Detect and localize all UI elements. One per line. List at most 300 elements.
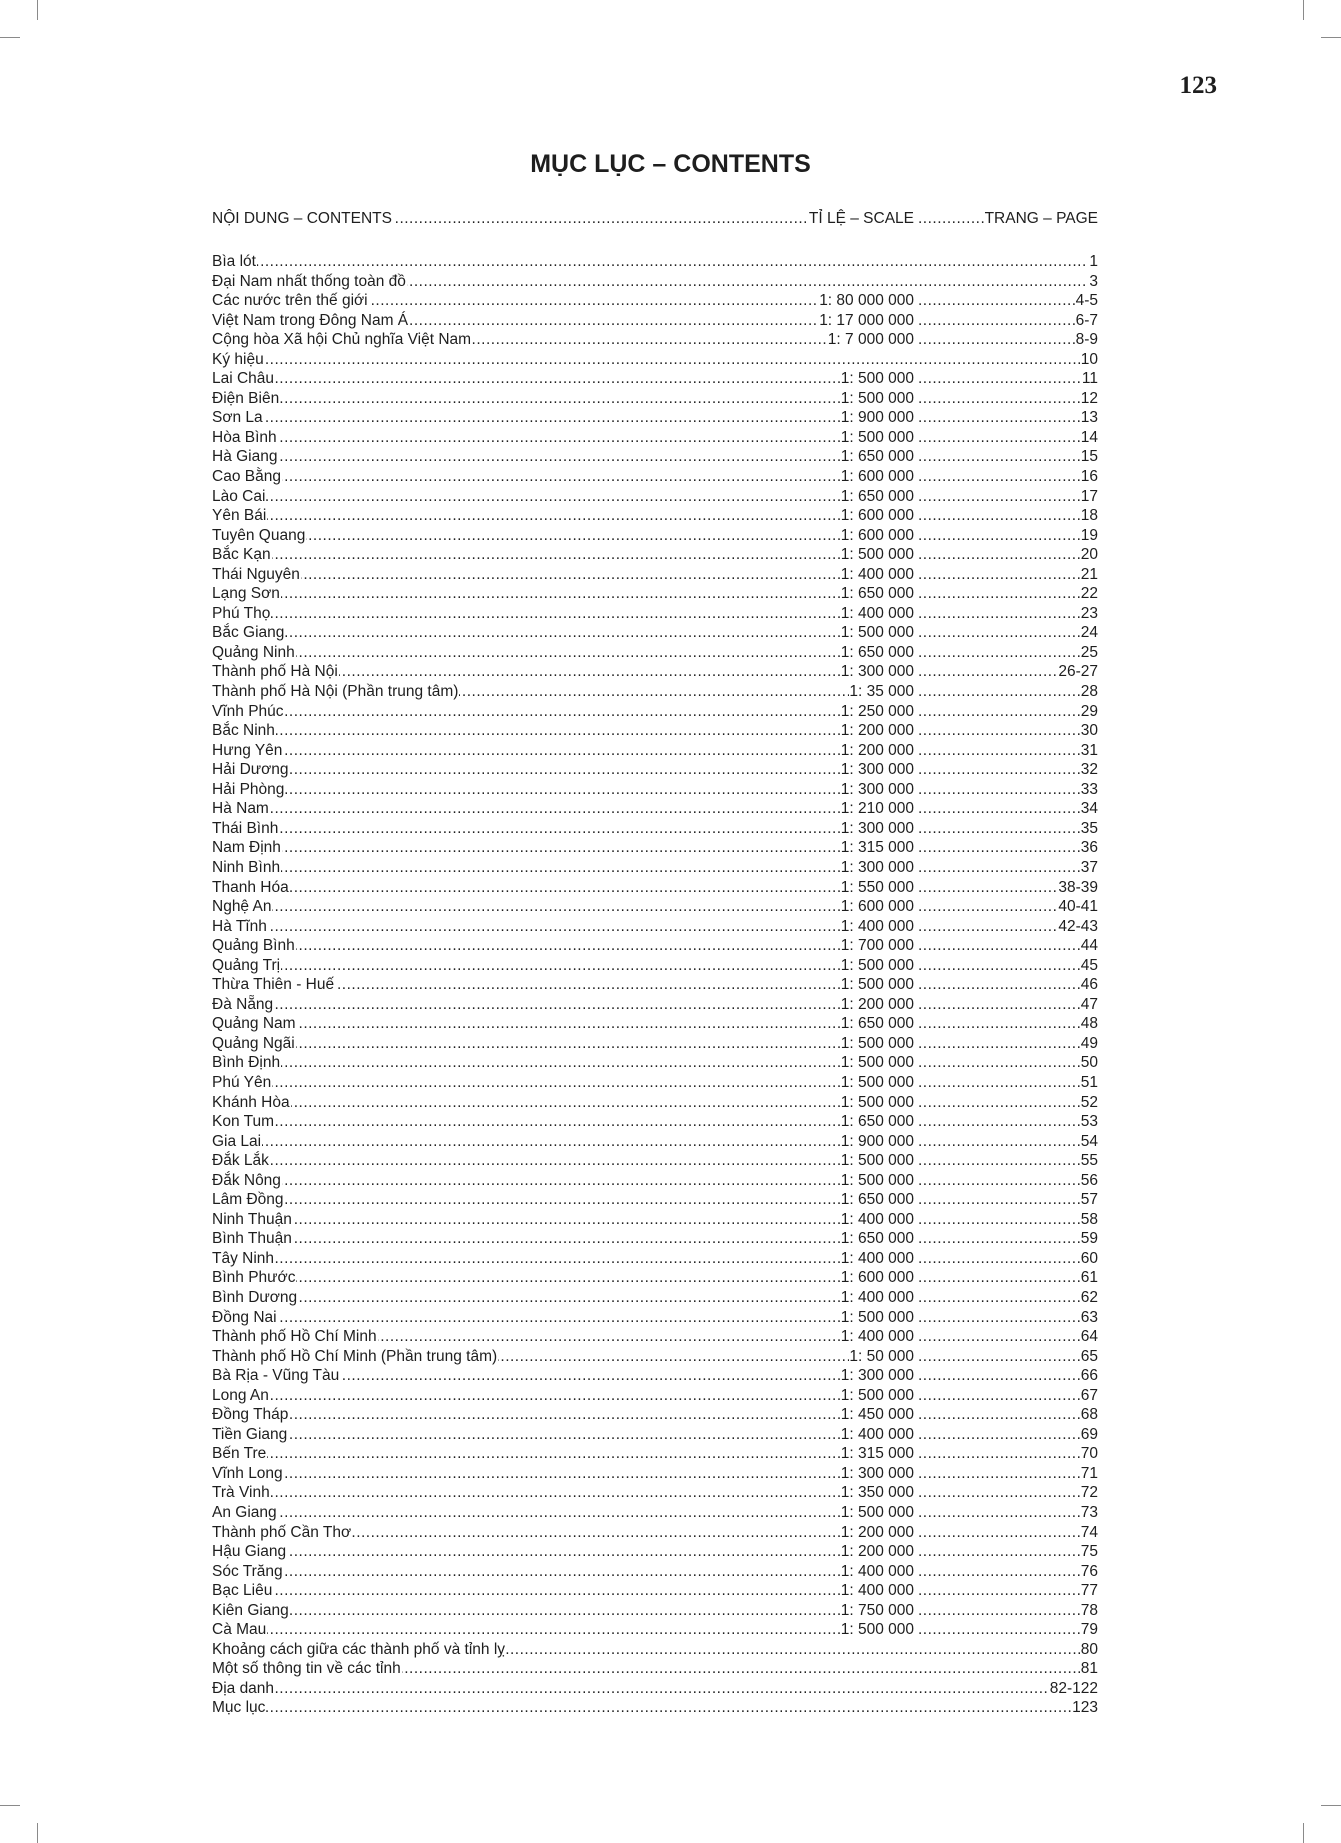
toc-entry-scale: 1: 315 000 [840, 1445, 914, 1463]
leader-dots [212, 1132, 914, 1152]
toc-entry-page: 79 [1080, 1621, 1098, 1639]
toc-entry[interactable] [212, 917, 1098, 937]
toc-entry-label: Lạng Sơn [212, 585, 280, 603]
toc-entry-page: 28 [1080, 683, 1098, 701]
toc-entry-scale: 1: 300 000 [840, 858, 914, 876]
toc-entry-label: Thành phố Hồ Chí Minh [212, 1328, 377, 1346]
leader-dots [918, 467, 1098, 487]
toc-entry-page: 22 [1080, 585, 1098, 603]
toc-entry[interactable] [212, 389, 1098, 409]
toc-entry-scale: 1: 500 000 [840, 370, 914, 388]
toc-entry-label: Bình Dương [212, 1288, 298, 1306]
toc-entry-label: Gia Lai [212, 1132, 262, 1150]
leader-dots [212, 1601, 914, 1621]
toc-entry[interactable] [212, 1425, 1098, 1445]
toc-entry[interactable] [212, 369, 1098, 389]
toc-entry-scale: 1: 650 000 [840, 1230, 914, 1248]
toc-entry-page: 36 [1080, 839, 1098, 857]
toc-entry-page: 66 [1080, 1367, 1098, 1385]
toc-entry-label: Long An [212, 1386, 269, 1404]
crop-mark [37, 1823, 38, 1843]
leader-dots [918, 1034, 1098, 1054]
toc-entry-scale: 1: 450 000 [840, 1406, 914, 1424]
toc-entry[interactable] [212, 1034, 1098, 1054]
leader-dots [212, 1464, 914, 1484]
toc-entry-page: 31 [1080, 741, 1098, 759]
header-page: TRANG – PAGE [984, 210, 1098, 227]
leader-dots [918, 545, 1098, 565]
leader-dots [918, 1601, 1098, 1621]
toc-entry-scale: 1: 7 000 000 [827, 331, 914, 349]
toc-entry[interactable] [212, 1562, 1098, 1582]
toc-entry-page: 37 [1080, 858, 1098, 876]
toc-entry-page: 10 [1080, 350, 1098, 368]
leader-dots [918, 584, 1098, 604]
toc-entry[interactable] [212, 995, 1098, 1015]
toc-entry-scale: 1: 500 000 [840, 1073, 914, 1091]
toc-entry-page: 1 [1089, 253, 1098, 270]
leader-dots [918, 1210, 1098, 1230]
leader-dots [212, 369, 914, 389]
crop-mark [1303, 1823, 1304, 1843]
toc-entry-scale: 1: 900 000 [840, 1132, 914, 1150]
toc-entry[interactable] [212, 1073, 1098, 1093]
toc-entry[interactable] [212, 545, 1098, 565]
toc-entry-scale: 1: 500 000 [840, 624, 914, 642]
leader-dots [212, 1151, 914, 1171]
leader-dots [918, 643, 1098, 663]
toc-entry[interactable] [212, 1581, 1098, 1601]
toc-entry-label: Bắc Ninh [212, 722, 275, 740]
toc-entry[interactable] [212, 408, 1098, 428]
toc-entry-page: 21 [1080, 565, 1098, 583]
toc-entry-page: 49 [1080, 1034, 1098, 1052]
toc-entry[interactable] [212, 1503, 1098, 1523]
leader-dots [918, 1581, 1098, 1601]
toc-entry-page: 59 [1080, 1230, 1098, 1248]
toc-entry-label: Phú Thọ [212, 604, 271, 622]
toc-entry-scale: 1: 350 000 [840, 1484, 914, 1502]
toc-entry-scale: 1: 200 000 [840, 741, 914, 759]
toc-entry[interactable] [212, 623, 1098, 643]
leader-dots [918, 1229, 1098, 1249]
leader-dots [212, 995, 914, 1015]
toc-entry[interactable] [212, 565, 1098, 585]
toc-entry[interactable] [212, 1249, 1098, 1269]
toc-entry[interactable] [212, 1640, 1098, 1660]
toc-entry[interactable] [212, 1601, 1098, 1621]
toc-entry-label: An Giang [212, 1504, 277, 1521]
toc-entry-scale: 1: 400 000 [840, 1582, 914, 1600]
toc-entry-label: Đà Nẵng [212, 995, 274, 1013]
toc-entry-label: Cà Mau [212, 1621, 267, 1639]
leader-dots [918, 1288, 1098, 1308]
leader-dots [918, 487, 1098, 507]
leader-dots [918, 1327, 1098, 1347]
leader-dots [918, 1483, 1098, 1503]
leader-dots [212, 936, 914, 956]
toc-entry-label: Đắk Nông [212, 1171, 281, 1189]
crop-mark [1321, 37, 1341, 38]
toc-entry-page: 24 [1080, 624, 1098, 642]
toc-entry-scale: 1: 650 000 [840, 448, 914, 466]
toc-entry-page: 29 [1080, 702, 1098, 720]
toc-entry[interactable] [212, 682, 1098, 702]
toc-entry-page: 47 [1080, 995, 1098, 1013]
toc-entry-page: 25 [1080, 643, 1098, 661]
toc-entry-page: 72 [1080, 1484, 1098, 1502]
toc-entry-label: Khoảng cách giữa các thành phố và tỉnh lỵ [212, 1640, 506, 1658]
toc-entry-page: 123 [1072, 1699, 1098, 1717]
header-scale: TỈ LỆ – SCALE [808, 210, 914, 227]
toc-entry-page: 12 [1080, 389, 1098, 407]
leader-dots [212, 1171, 914, 1191]
leader-dots [212, 1229, 914, 1249]
toc-entry[interactable] [212, 975, 1098, 995]
toc-entry-scale: 1: 500 000 [840, 976, 914, 994]
leader-dots [918, 1249, 1098, 1269]
crop-mark [0, 1805, 20, 1806]
leader-dots [212, 1073, 914, 1093]
toc-header [212, 210, 1098, 230]
leader-dots [918, 838, 1098, 858]
toc-entry-scale: 1: 500 000 [840, 1034, 914, 1052]
toc-entry[interactable] [212, 487, 1098, 507]
toc-entry-label: Tuyên Quang [212, 526, 306, 544]
toc-entry[interactable] [212, 1523, 1098, 1543]
toc-entry[interactable] [212, 799, 1098, 819]
toc-entry-scale: 1: 400 000 [840, 1562, 914, 1580]
leader-dots [212, 741, 914, 761]
leader-dots [212, 1698, 1098, 1718]
leader-dots [918, 682, 1098, 702]
leader-dots [918, 1503, 1098, 1523]
leader-dots [918, 1386, 1098, 1406]
toc-entry-label: Ninh Bình [212, 858, 281, 876]
toc-entry-page: 67 [1080, 1386, 1098, 1404]
toc-entry-label: Thành phố Cần Thơ [212, 1523, 352, 1541]
toc-entry-scale: 1: 500 000 [840, 1308, 914, 1326]
toc-entry-label: Nghệ An [212, 898, 272, 916]
toc-entry[interactable] [212, 1014, 1098, 1034]
leader-dots [212, 1483, 914, 1503]
toc-entry-scale: 1: 315 000 [840, 839, 914, 857]
toc-entry-label: Các nước trên thế giới [212, 292, 368, 310]
toc-entry[interactable] [212, 291, 1098, 311]
toc-entry-label: Bình Thuận [212, 1230, 292, 1248]
toc-entry[interactable] [212, 1268, 1098, 1288]
leader-dots [212, 838, 914, 858]
toc-entry-label: Bạc Liêu [212, 1582, 273, 1600]
leader-dots [918, 1444, 1098, 1464]
toc-entry[interactable] [212, 1659, 1098, 1679]
leader-dots [918, 526, 1098, 546]
toc-entry[interactable] [212, 1347, 1098, 1367]
toc-entry-label: Bắc Giang [212, 624, 285, 642]
toc-entry-page: 75 [1080, 1543, 1098, 1561]
toc-entry-label: Điện Biên [212, 389, 280, 407]
leader-dots [918, 780, 1098, 800]
leader-dots [212, 545, 914, 565]
crop-mark [0, 37, 20, 38]
toc-entry-page: 38-39 [1058, 878, 1098, 896]
toc-entry-scale: 1: 500 000 [840, 1054, 914, 1072]
leader-dots [212, 643, 914, 663]
toc-entry[interactable] [212, 1386, 1098, 1406]
toc-entry[interactable] [212, 1190, 1098, 1210]
crop-mark [1303, 0, 1304, 20]
toc-entry-page: 69 [1080, 1425, 1098, 1443]
toc-entry[interactable] [212, 956, 1098, 976]
toc-entry-scale: 1: 35 000 [849, 683, 914, 701]
leader-dots [212, 408, 914, 428]
toc-entry[interactable] [212, 1288, 1098, 1308]
toc-entry-page: 57 [1080, 1191, 1098, 1209]
leader-dots [212, 819, 914, 839]
toc-entry-label: Bình Định [212, 1054, 281, 1072]
leader-dots [918, 1190, 1098, 1210]
leader-dots [212, 1210, 914, 1230]
leader-dots [212, 526, 914, 546]
leader-dots [212, 1386, 914, 1406]
toc-entry-label: Ký hiệu [212, 350, 264, 368]
leader-dots [212, 1053, 914, 1073]
toc-entry-page: 73 [1080, 1504, 1098, 1521]
toc-entry-page: 62 [1080, 1288, 1098, 1306]
toc-entry[interactable] [212, 1444, 1098, 1464]
toc-entry[interactable] [212, 878, 1098, 898]
toc-list [212, 252, 1098, 1718]
toc-entry-label: Khánh Hòa [212, 1093, 290, 1111]
toc-entry-label: Đồng Tháp [212, 1406, 289, 1424]
toc-entry[interactable] [212, 1308, 1098, 1328]
toc-entry[interactable] [212, 252, 1098, 272]
leader-dots [918, 760, 1098, 780]
toc-entry-scale: 1: 500 000 [840, 1171, 914, 1189]
toc-entry-scale: 1: 200 000 [840, 722, 914, 740]
toc-entry-label: Ninh Thuận [212, 1210, 292, 1228]
toc-entry-scale: 1: 400 000 [840, 1210, 914, 1228]
leader-dots [918, 565, 1098, 585]
toc-entry-page: 58 [1080, 1210, 1098, 1228]
toc-entry-label: Mục lục [212, 1699, 266, 1717]
leader-dots [918, 721, 1098, 741]
toc-entry-label: Một số thông tin về các tỉnh [212, 1660, 401, 1678]
leader-dots [918, 291, 1098, 311]
leader-dots [918, 1073, 1098, 1093]
toc-entry[interactable] [212, 1698, 1098, 1718]
toc-entry-label: Tiền Giang [212, 1425, 288, 1443]
toc-entry-label: Đồng Nai [212, 1308, 277, 1326]
toc-entry-page: 35 [1080, 819, 1098, 837]
toc-entry[interactable] [212, 467, 1098, 487]
leader-dots [212, 1190, 914, 1210]
leader-dots [212, 1562, 914, 1582]
toc-entry-scale: 1: 300 000 [840, 1464, 914, 1482]
leader-dots [212, 565, 914, 585]
toc-entry-label: Yên Bái [212, 507, 267, 525]
page-number: 123 [1179, 72, 1217, 99]
toc-entry-label: Kiên Giang [212, 1601, 289, 1619]
toc-entry-page: 13 [1080, 409, 1098, 427]
toc-entry-label: Thành phố Hà Nội (Phần trung tâm) [212, 683, 459, 701]
leader-dots [212, 760, 914, 780]
toc-entry-scale: 1: 550 000 [840, 878, 914, 896]
leader-dots [212, 1308, 914, 1328]
toc-entry-page: 46 [1080, 976, 1098, 994]
toc-entry-page: 33 [1080, 780, 1098, 798]
toc-entry-scale: 1: 300 000 [840, 761, 914, 779]
toc-entry-scale: 1: 400 000 [840, 917, 914, 935]
toc-entry-scale: 1: 210 000 [840, 800, 914, 818]
toc-entry-page: 34 [1080, 800, 1098, 818]
toc-entry[interactable] [212, 1464, 1098, 1484]
leader-dots [918, 858, 1098, 878]
toc-entry[interactable] [212, 858, 1098, 878]
toc-entry[interactable] [212, 428, 1098, 448]
toc-entry-page: 55 [1080, 1152, 1098, 1170]
toc-entry-scale: 1: 900 000 [840, 409, 914, 427]
toc-entry-scale: 1: 600 000 [840, 526, 914, 544]
toc-entry-label: Hòa Bình [212, 428, 277, 446]
toc-entry[interactable] [212, 350, 1098, 370]
toc-entry[interactable] [212, 1483, 1098, 1503]
toc-entry-page: 14 [1080, 428, 1098, 446]
toc-entry[interactable] [212, 1210, 1098, 1230]
toc-entry-label: Quảng Ninh [212, 643, 295, 661]
toc-entry-label: Lào Cai [212, 487, 266, 505]
toc-entry-page: 52 [1080, 1093, 1098, 1111]
toc-entry[interactable] [212, 1405, 1098, 1425]
toc-entry-scale: 1: 400 000 [840, 1328, 914, 1346]
toc-entry-page: 30 [1080, 722, 1098, 740]
toc-entry-scale: 1: 500 000 [840, 428, 914, 446]
toc-entry-page: 64 [1080, 1328, 1098, 1346]
toc-entry[interactable] [212, 1053, 1098, 1073]
leader-dots [212, 878, 914, 898]
toc-entry-scale: 1: 400 000 [840, 1425, 914, 1443]
toc-entry[interactable] [212, 584, 1098, 604]
toc-entry-page: 70 [1080, 1445, 1098, 1463]
toc-entry[interactable] [212, 311, 1098, 331]
toc-entry[interactable] [212, 1151, 1098, 1171]
toc-entry-label: Hậu Giang [212, 1543, 287, 1561]
leader-dots [918, 1366, 1098, 1386]
toc-entry-scale: 1: 200 000 [840, 1543, 914, 1561]
leader-dots [918, 975, 1098, 995]
toc-entry[interactable] [212, 272, 1098, 292]
toc-entry[interactable] [212, 1112, 1098, 1132]
toc-entry-label: Tây Ninh [212, 1249, 275, 1267]
toc-entry-label: Hà Giang [212, 448, 278, 466]
leader-dots [212, 1425, 914, 1445]
toc-entry[interactable] [212, 1229, 1098, 1249]
toc-entry[interactable] [212, 330, 1098, 350]
toc-entry-scale: 1: 700 000 [840, 937, 914, 955]
toc-entry-page: 50 [1080, 1054, 1098, 1072]
toc-entry[interactable] [212, 721, 1098, 741]
toc-entry-label: Hà Nam [212, 800, 269, 818]
leader-dots [918, 428, 1098, 448]
toc-entry[interactable] [212, 526, 1098, 546]
toc-entry-page: 61 [1080, 1269, 1098, 1287]
toc-entry[interactable] [212, 897, 1098, 917]
toc-entry[interactable] [212, 506, 1098, 526]
toc-entry[interactable] [212, 1327, 1098, 1347]
toc-entry-page: 18 [1080, 507, 1098, 525]
toc-entry[interactable] [212, 780, 1098, 800]
toc-entry[interactable] [212, 1679, 1098, 1699]
toc-entry-page: 20 [1080, 546, 1098, 564]
toc-entry[interactable] [212, 662, 1098, 682]
toc-entry[interactable] [212, 1366, 1098, 1386]
crop-mark [37, 0, 38, 20]
leader-dots [212, 1112, 914, 1132]
toc-entry-page: 68 [1080, 1406, 1098, 1424]
toc-entry-page: 6-7 [1075, 311, 1098, 329]
toc-entry-scale: 1: 400 000 [840, 1249, 914, 1267]
toc-entry-page: 11 [1081, 370, 1098, 388]
toc-entry-page: 4-5 [1075, 292, 1098, 310]
toc-entry[interactable] [212, 447, 1098, 467]
toc-entry[interactable] [212, 1542, 1098, 1562]
toc-entry-scale: 1: 300 000 [840, 780, 914, 798]
toc-entry[interactable] [212, 1171, 1098, 1191]
toc-entry[interactable] [212, 1132, 1098, 1152]
toc-entry[interactable] [212, 819, 1098, 839]
leader-dots [918, 330, 1098, 350]
toc-entry[interactable] [212, 936, 1098, 956]
toc-entry-label: Cộng hòa Xã hội Chủ nghĩa Việt Nam [212, 331, 472, 349]
leader-dots [212, 1249, 914, 1269]
leader-dots [212, 1679, 1098, 1699]
toc-entry-scale: 1: 500 000 [840, 956, 914, 974]
toc-entry[interactable] [212, 604, 1098, 624]
toc-entry-label: Hải Phòng [212, 780, 285, 798]
leader-dots [918, 506, 1098, 526]
toc-entry-label: Vĩnh Phúc [212, 702, 284, 720]
toc-entry-scale: 1: 750 000 [840, 1601, 914, 1619]
toc-entry[interactable] [212, 702, 1098, 722]
toc-entry[interactable] [212, 760, 1098, 780]
toc-entry-page: 63 [1080, 1308, 1098, 1326]
toc-entry-label: Đắk Lắk [212, 1152, 269, 1170]
leader-dots [212, 702, 914, 722]
toc-entry-label: Hà Tĩnh [212, 917, 267, 935]
toc-entry-page: 56 [1080, 1171, 1098, 1189]
toc-entry[interactable] [212, 1093, 1098, 1113]
toc-entry[interactable] [212, 838, 1098, 858]
toc-entry-scale: 1: 300 000 [840, 819, 914, 837]
leader-dots [918, 1542, 1098, 1562]
toc-entry-scale: 1: 17 000 000 [819, 311, 914, 329]
toc-entry-scale: 1: 600 000 [840, 507, 914, 525]
leader-dots [918, 604, 1098, 624]
toc-entry-scale: 1: 250 000 [840, 702, 914, 720]
leader-dots [918, 702, 1098, 722]
toc-entry-scale: 1: 300 000 [840, 663, 914, 681]
toc-entry-scale: 1: 600 000 [840, 468, 914, 486]
toc-entry[interactable] [212, 643, 1098, 663]
toc-entry[interactable] [212, 1620, 1098, 1640]
toc-entry-scale: 1: 650 000 [840, 585, 914, 603]
toc-entry-label: Địa danh [212, 1679, 275, 1697]
toc-entry-label: Đại Nam nhất thống toàn đồ [212, 272, 406, 290]
header-content: NỘI DUNG – CONTENTS [212, 210, 392, 227]
toc-entry[interactable] [212, 741, 1098, 761]
toc-entry-page: 44 [1080, 937, 1098, 955]
leader-dots [212, 506, 914, 526]
